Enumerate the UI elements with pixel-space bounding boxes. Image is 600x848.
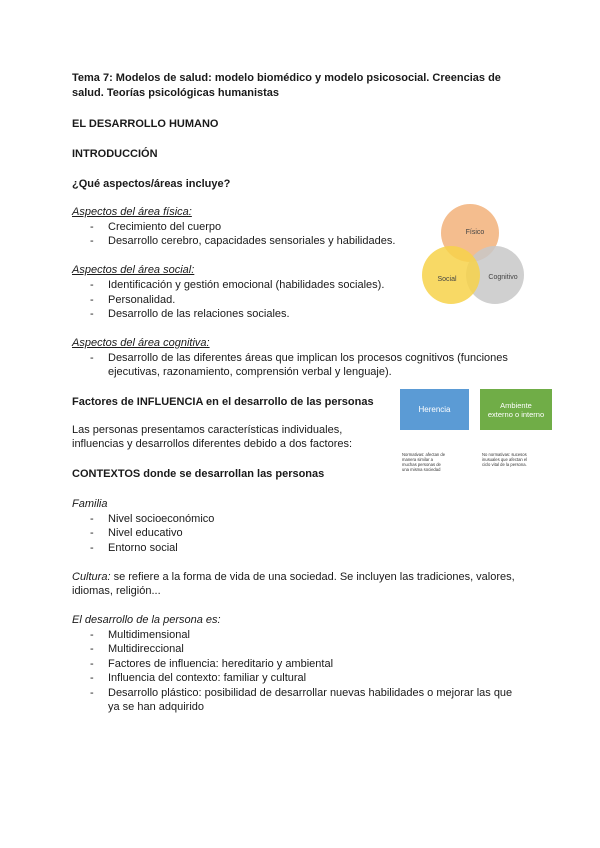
list-item: Personalidad. (108, 294, 176, 306)
note-line: Normativas: afectan de (402, 452, 446, 457)
list-item-continuation: ejecutivas, razonamiento, comprensión verbal y lenguaje). (108, 366, 392, 378)
bullet: - (90, 308, 94, 320)
note-line: una misma sociedad (402, 467, 441, 472)
herencia-box (400, 389, 469, 430)
section-heading: EL DESARROLLO HUMANO (72, 118, 219, 130)
note-line: muchas personas de (402, 462, 441, 467)
factores-heading: Factores de INFLUENCIA en el desarrollo de las personas (72, 396, 374, 408)
familia-label: Familia (72, 498, 108, 510)
bullet: - (90, 294, 94, 306)
list-item: Desarrollo de las diferentes áreas que implican los procesos cognitivos (funciones (108, 352, 508, 364)
ambiente-box (480, 389, 552, 430)
list-item-continuation: ya se han adquirido (108, 701, 205, 713)
list-item: Identificación y gestión emocional (habilidades sociales). (108, 279, 385, 291)
venn-social-circle (422, 246, 480, 304)
bullet: - (90, 221, 94, 233)
list-item: Nivel educativo (108, 527, 183, 539)
area-fisica-label: Aspectos del área física: (72, 206, 192, 218)
bullet: - (90, 672, 94, 684)
list-item: Nivel socioeconómico (108, 513, 215, 525)
bullet: - (90, 527, 94, 539)
bullet: - (90, 658, 94, 670)
note-line: manera similar a (402, 457, 433, 462)
list-item: Desarrollo plástico: posibilidad de desarrollar nuevas habilidades o mejorar las que (108, 687, 513, 699)
bullet: - (90, 629, 94, 641)
cultura-text: se refiere a la forma de vida de una sociedad. Se incluyen las tradiciones, valores, (110, 571, 515, 583)
factores-text-line2: influencias y desarrollos diferentes debido a dos factores: (72, 438, 353, 450)
cultura-line2: idiomas, religión... (72, 585, 161, 597)
list-item: Entorno social (108, 542, 178, 554)
contextos-heading: CONTEXTOS donde se desarrollan las personas (72, 468, 325, 480)
list-item: Desarrollo de las relaciones sociales. (108, 308, 290, 320)
cultura-line1 (72, 571, 515, 583)
note-normativas (402, 452, 468, 472)
list-item: Influencia del contexto: familiar y cultural (108, 672, 307, 684)
intro-heading: INTRODUCCIÓN (72, 148, 158, 160)
bullet: - (90, 687, 94, 699)
venn-social-label: Social (437, 276, 457, 283)
bullet: - (90, 279, 94, 291)
list-item: Multidireccional (108, 643, 184, 655)
factores-text-line1: Las personas presentamos características individuales, (72, 424, 343, 436)
cultura-label: Cultura: (72, 571, 111, 583)
list-item: Desarrollo cerebro, capacidades sensoriales y habilidades. (108, 235, 396, 247)
note-no-normativas (482, 452, 552, 467)
bullet: - (90, 513, 94, 525)
area-social-label: Aspectos del área social: (72, 264, 195, 276)
doc-title-line1: Tema 7: Modelos de salud: modelo biomédico y modelo psicosocial. Creencias de (72, 72, 501, 84)
list-item: Crecimiento del cuerpo (108, 221, 222, 233)
venn-cognitivo-label: Cognitivo (488, 274, 518, 281)
question-heading: ¿Qué aspectos/áreas incluye? (72, 178, 231, 190)
venn-fisico-label: Físico (465, 229, 485, 236)
note-line: inusuales que afectan el (482, 457, 528, 462)
bullet: - (90, 643, 94, 655)
list-item: Multidimensional (108, 629, 190, 641)
bullet: - (90, 542, 94, 554)
ambiente-label-line2: externo o interno (487, 409, 545, 419)
herencia-label: Herencia (418, 405, 451, 414)
note-line: No normativas: sucesos (482, 452, 527, 457)
list-item: Factores de influencia: hereditario y ambiental (108, 658, 334, 670)
doc-title-line2: salud. Teorías psicológicas humanistas (72, 87, 280, 99)
note-line: ciclo vital de la persona. (482, 462, 527, 467)
venn-diagram (418, 203, 528, 308)
ambiente-label-line1: Ambiente (500, 400, 532, 410)
area-cognitiva-label: Aspectos del área cognitiva: (72, 337, 210, 349)
bullet: - (90, 352, 94, 364)
bullet: - (90, 235, 94, 247)
desarrollo-label: El desarrollo de la persona es: (72, 614, 221, 626)
